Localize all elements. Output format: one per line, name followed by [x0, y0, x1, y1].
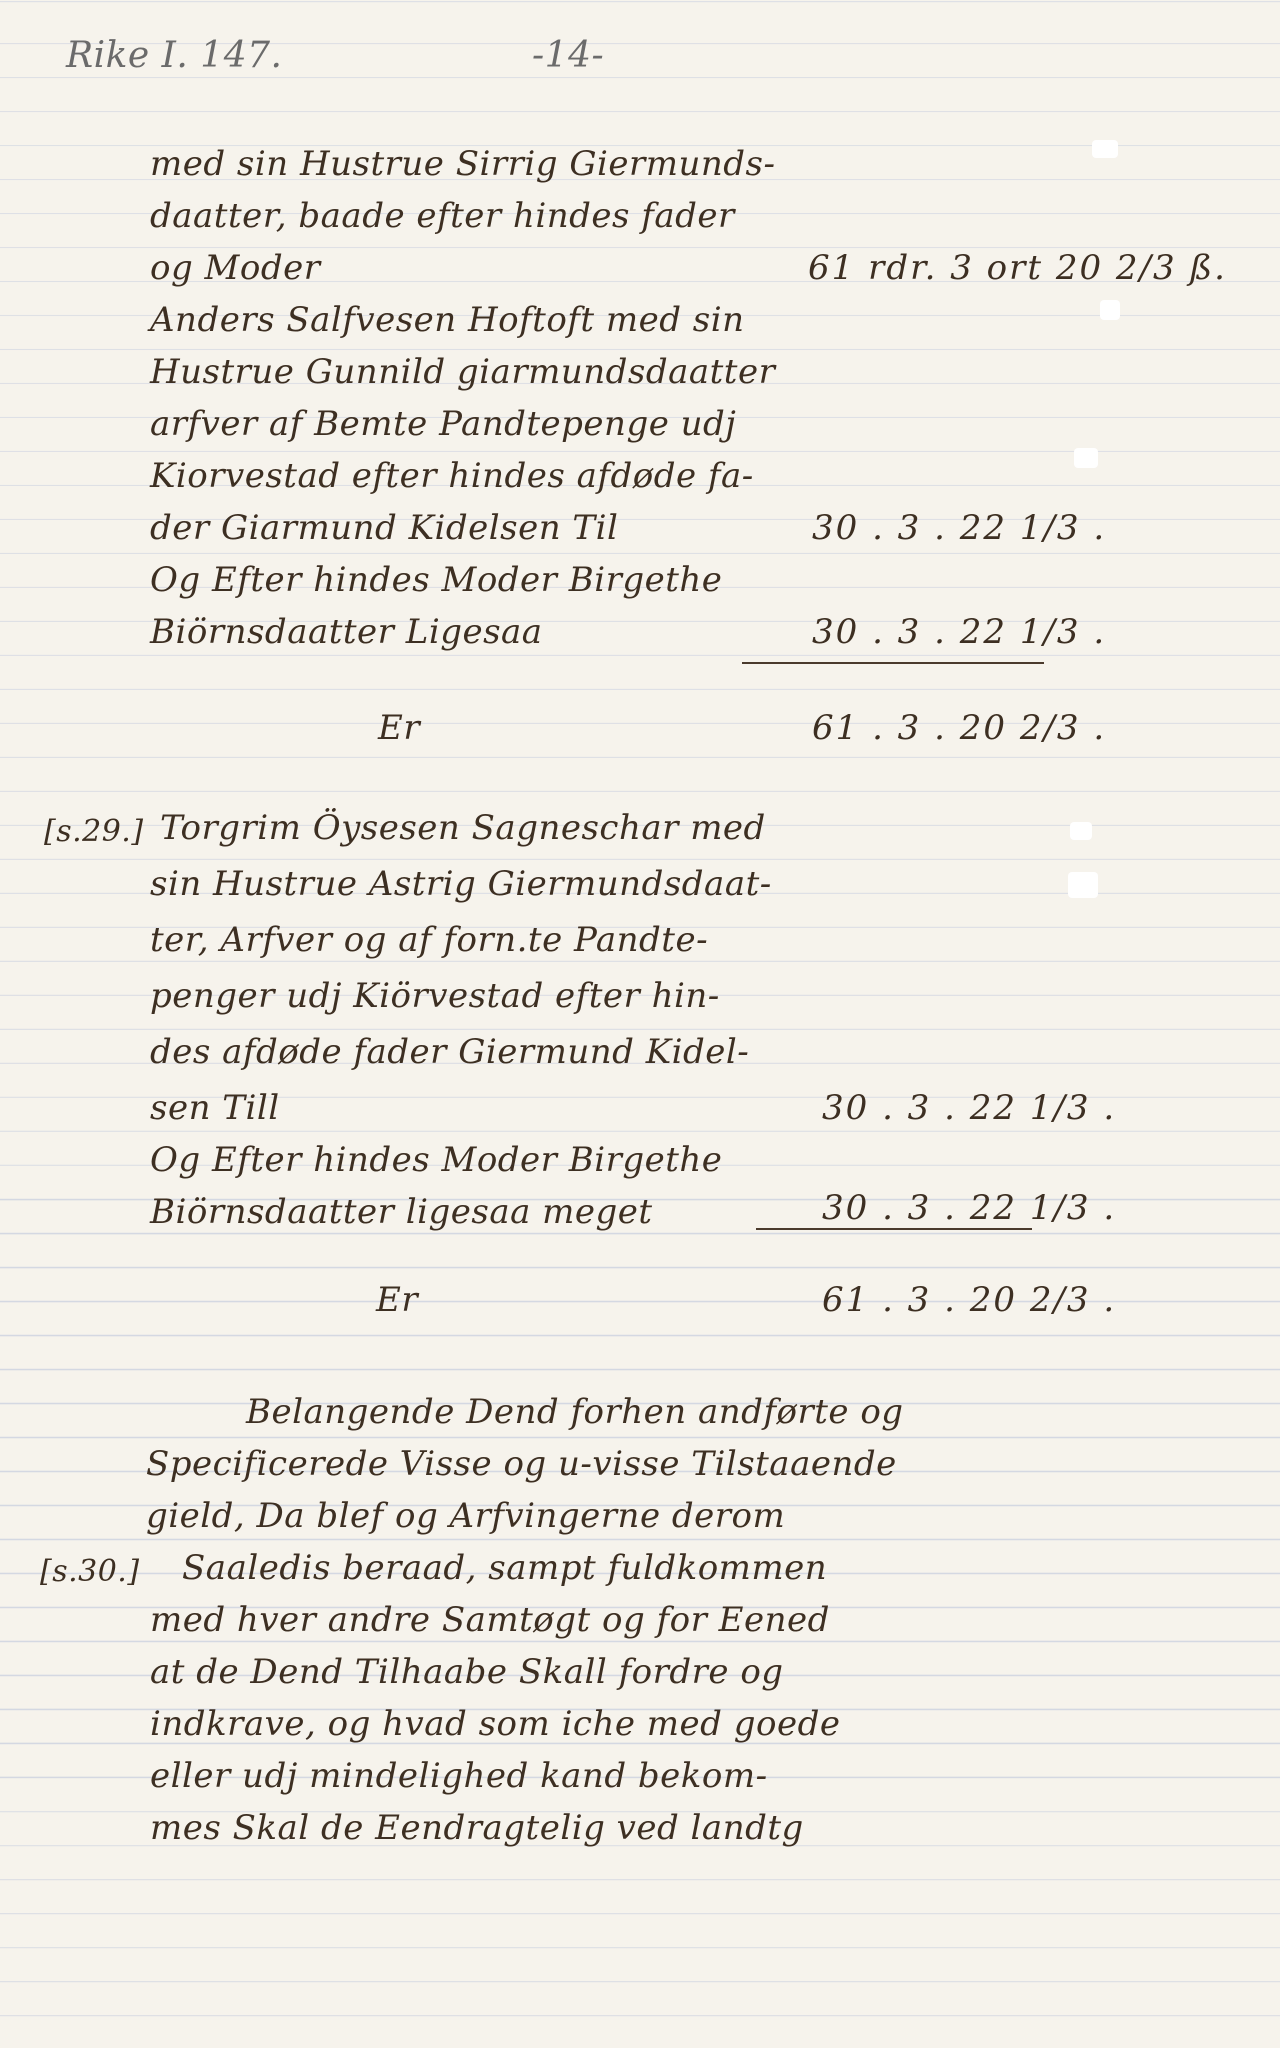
- text-line: mes Skal de Eendragtelig ved landtg: [150, 1808, 804, 1848]
- amount: 30 . 3 . 22 1/3 .: [812, 612, 1107, 652]
- text-line: ter, Arfver og af forn.te Pandte-: [150, 920, 709, 960]
- text-line: at de Dend Tilhaabe Skall fordre og: [150, 1652, 784, 1692]
- text-line: Biörnsdaatter ligesaa meget: [150, 1192, 653, 1232]
- margin-note: [s.30.]: [40, 1554, 140, 1589]
- text-line: gield, Da blef og Arfvingerne derom: [146, 1496, 786, 1536]
- text-line: Biörnsdaatter Ligesaa: [150, 612, 543, 652]
- amount: 30 . 3 . 22 1/3 .: [822, 1188, 1117, 1228]
- text-line: med hver andre Samtøgt og for Eened: [150, 1600, 830, 1640]
- paper-speck: [1068, 872, 1098, 898]
- amount: 30 . 3 . 22 1/3 .: [812, 508, 1107, 548]
- text-line: og Moder: [150, 248, 321, 288]
- text-line: Anders Salfvesen Hoftoft med sin: [150, 300, 745, 340]
- text-line: der Giarmund Kidelsen Til: [150, 508, 619, 548]
- text-line: penger udj Kiörvestad efter hin-: [150, 976, 720, 1016]
- paper-speck: [1100, 300, 1120, 320]
- paper-speck: [1074, 448, 1098, 468]
- text-line: Og Efter hindes Moder Birgethe: [150, 1140, 723, 1180]
- total-label: Er: [378, 708, 421, 748]
- text-line: Belangende Dend forhen andførte og: [246, 1392, 904, 1432]
- paper-speck: [1070, 822, 1092, 840]
- total-amount: 61 . 3 . 20 2/3 .: [812, 708, 1107, 748]
- total-amount: 61 . 3 . 20 2/3 .: [822, 1280, 1117, 1320]
- text-line: daatter, baade efter hindes fader: [150, 196, 735, 236]
- sum-rule: [756, 1228, 1032, 1230]
- paper-speck: [1092, 140, 1118, 158]
- margin-note: [s.29.]: [44, 814, 144, 849]
- text-line: eller udj mindelighed kand bekom-: [150, 1756, 768, 1796]
- text-line: Torgrim Öysesen Sagneschar med: [160, 808, 766, 848]
- text-line: Saaledis beraad, sampt fuldkommen: [182, 1548, 828, 1588]
- amount: 30 . 3 . 22 1/3 .: [822, 1088, 1117, 1128]
- text-line: sen Till: [150, 1088, 280, 1128]
- text-line: sin Hustrue Astrig Giermundsdaat-: [150, 864, 772, 904]
- text-line: Kiorvestad efter hindes afdøde fa-: [150, 456, 754, 496]
- amount: 61 rdr. 3 ort 20 2/3 ß.: [808, 248, 1227, 288]
- page-number: -14-: [532, 35, 605, 76]
- text-line: Og Efter hindes Moder Birgethe: [150, 560, 723, 600]
- text-line: indkrave, og hvad som iche med goede: [150, 1704, 841, 1744]
- sum-rule: [742, 662, 1044, 664]
- archive-reference: Rike I. 147.: [66, 35, 283, 76]
- text-line: Specificerede Visse og u-visse Tilstaaende: [146, 1444, 897, 1484]
- text-line: arfver af Bemte Pandtepenge udj: [150, 404, 737, 444]
- text-line: des afdøde fader Giermund Kidel-: [150, 1032, 750, 1072]
- text-line: med sin Hustrue Sirrig Giermunds-: [150, 144, 776, 184]
- text-line: Hustrue Gunnild giarmundsdaatter: [150, 352, 776, 392]
- total-label: Er: [376, 1280, 419, 1320]
